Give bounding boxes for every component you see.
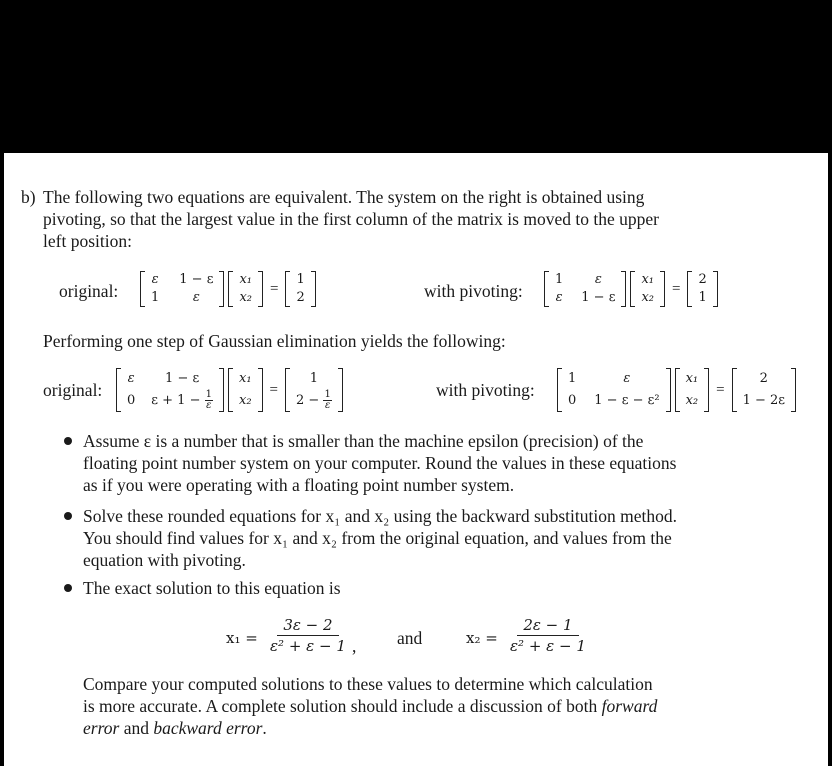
system2-pivot-equation bbox=[557, 365, 796, 415]
vector-cell: x₁ bbox=[239, 272, 252, 287]
vector-cell-expr: 2 − bbox=[296, 393, 320, 408]
x1-fraction bbox=[270, 613, 346, 656]
matrix-cell: 1 − ε bbox=[581, 290, 616, 305]
fraction-denominator: ε bbox=[206, 400, 212, 411]
x1-lhs: x₁ = bbox=[226, 629, 258, 647]
forward-emphasis: forward bbox=[601, 696, 658, 716]
vector-cell: x₁ bbox=[239, 371, 252, 386]
elimination-step-text: Performing one step of Gaussian elimination yields the following: bbox=[43, 331, 506, 351]
vector-cell: x₂ bbox=[239, 290, 252, 305]
bullet-dot bbox=[64, 437, 72, 445]
closing-line-2-text: is more accurate. A complete solution should include a discussion of both bbox=[83, 696, 598, 716]
bullet-2-line-2: You should find values for x₁ and x₂ from the original equation, and values from the bbox=[83, 528, 672, 548]
vector-cell: x₁ bbox=[641, 272, 654, 287]
matrix-cell: ε bbox=[127, 371, 135, 386]
fraction-numerator: 1 bbox=[324, 389, 331, 400]
matrix-cell: 1 bbox=[151, 290, 160, 305]
x2-numerator: 2ε − 1 bbox=[517, 615, 578, 636]
system2-pivot-b-vector bbox=[732, 368, 796, 412]
matrix-cell: 1 − ε bbox=[165, 371, 200, 386]
system1-pivot-x-vector bbox=[630, 271, 665, 307]
vector-cell: 2 bbox=[759, 371, 768, 386]
system1-original-equation bbox=[140, 267, 316, 311]
vector-cell: 2 bbox=[698, 272, 707, 287]
and-text: and bbox=[397, 628, 423, 648]
part-label: b) bbox=[21, 187, 36, 207]
fraction-numerator: 1 bbox=[205, 389, 212, 400]
vector-cell: x₂ bbox=[239, 393, 252, 408]
system1-original-b-vector bbox=[285, 271, 315, 307]
document-page bbox=[4, 153, 828, 766]
matrix-cell: 1 bbox=[555, 272, 564, 287]
bullet-2-line-1: Solve these rounded equations for x₁ and x₂ using the backward substitution method. bbox=[83, 506, 677, 526]
vector-cell bbox=[293, 390, 335, 412]
system2-original-b-vector bbox=[285, 368, 343, 412]
fraction-denominator: ε bbox=[324, 400, 331, 411]
matrix-cell: 0 bbox=[568, 393, 577, 408]
vector-cell: 1 bbox=[698, 290, 707, 305]
matrix-cell: 1 − ε bbox=[179, 272, 214, 287]
equals-sign: = bbox=[716, 382, 725, 398]
intro-line-1: The following two equations are equivalent. The system on the right is obtained using bbox=[43, 187, 645, 207]
system1-pivot-equation bbox=[544, 267, 718, 311]
vector-cell: 1 bbox=[309, 371, 319, 386]
system1-original-label: original: bbox=[59, 281, 119, 301]
matrix-cell: ε bbox=[192, 290, 200, 305]
system2-pivot-label: with pivoting: bbox=[436, 380, 535, 400]
intro-line-2: pivoting, so that the largest value in the first column of the matrix is moved to the upper bbox=[43, 209, 659, 229]
period: . bbox=[262, 718, 267, 738]
system1-original-x-vector bbox=[228, 271, 263, 307]
system2-pivot-matrix bbox=[557, 368, 671, 412]
intro-line-3: left position: bbox=[43, 231, 132, 251]
x2-denominator: ε² + ε − 1 bbox=[510, 637, 586, 655]
equals-sign: = bbox=[269, 382, 279, 398]
equals-sign: = bbox=[270, 281, 279, 297]
bullet-3-text: The exact solution to this equation is bbox=[83, 578, 341, 598]
system1-pivot-b-vector bbox=[687, 271, 717, 307]
matrix-cell: ε bbox=[623, 371, 631, 386]
vector-cell: x₂ bbox=[641, 290, 654, 305]
vector-cell: 2 bbox=[296, 290, 305, 305]
x2-fraction bbox=[510, 613, 586, 656]
bullet-dot bbox=[64, 584, 72, 592]
system2-original-x-vector bbox=[228, 368, 263, 412]
matrix-cell bbox=[148, 390, 216, 412]
matrix-cell-expr: ε + 1 − bbox=[151, 393, 201, 408]
bullet-dot bbox=[64, 512, 72, 520]
x1-numerator: 3ε − 2 bbox=[277, 615, 338, 636]
matrix-cell: ε bbox=[151, 272, 159, 287]
matrix-cell: ε bbox=[555, 290, 563, 305]
system1-pivot-label: with pivoting: bbox=[424, 281, 523, 301]
x2-lhs: x₂ = bbox=[466, 629, 498, 647]
comma: , bbox=[352, 636, 357, 656]
closing-line-1: Compare your computed solutions to these values to determine which calculation bbox=[83, 674, 653, 694]
closing-line-3 bbox=[83, 717, 803, 739]
system2-original-matrix bbox=[116, 368, 224, 412]
system2-original-equation bbox=[116, 365, 343, 415]
backward-error-emphasis: backward error bbox=[153, 718, 263, 738]
matrix-cell: 1 − ε − ε² bbox=[594, 393, 660, 408]
matrix-cell: 0 bbox=[127, 393, 136, 408]
vector-cell: 1 bbox=[296, 272, 305, 287]
matrix-cell: 1 bbox=[568, 371, 577, 386]
fraction bbox=[205, 390, 213, 411]
x1-denominator: ε² + ε − 1 bbox=[270, 637, 346, 655]
vector-cell: x₁ bbox=[685, 371, 699, 386]
equals-sign: = bbox=[672, 281, 681, 297]
matrix-cell: ε bbox=[594, 272, 602, 287]
bullet-1-line-2: floating point number system on your computer. Round the values in these equations bbox=[83, 453, 677, 473]
top-black-band bbox=[0, 0, 832, 153]
fraction bbox=[323, 390, 331, 411]
bullet-1-line-1: Assume ε is a number that is smaller than the machine epsilon (precision) of the bbox=[83, 431, 644, 451]
vector-cell: x₂ bbox=[685, 393, 699, 408]
closing-line-2 bbox=[83, 695, 803, 717]
system1-original-matrix bbox=[140, 271, 224, 307]
system1-pivot-matrix bbox=[544, 271, 626, 307]
system2-pivot-x-vector bbox=[675, 368, 710, 412]
bullet-1-line-3: as if you were operating with a floating point number system. bbox=[83, 475, 515, 495]
vector-cell: 1 − 2ε bbox=[742, 393, 786, 408]
and-word: and bbox=[123, 718, 149, 738]
bullet-2-line-3: equation with pivoting. bbox=[83, 550, 246, 570]
system2-original-label: original: bbox=[43, 380, 103, 400]
error-emphasis: error bbox=[83, 718, 120, 738]
